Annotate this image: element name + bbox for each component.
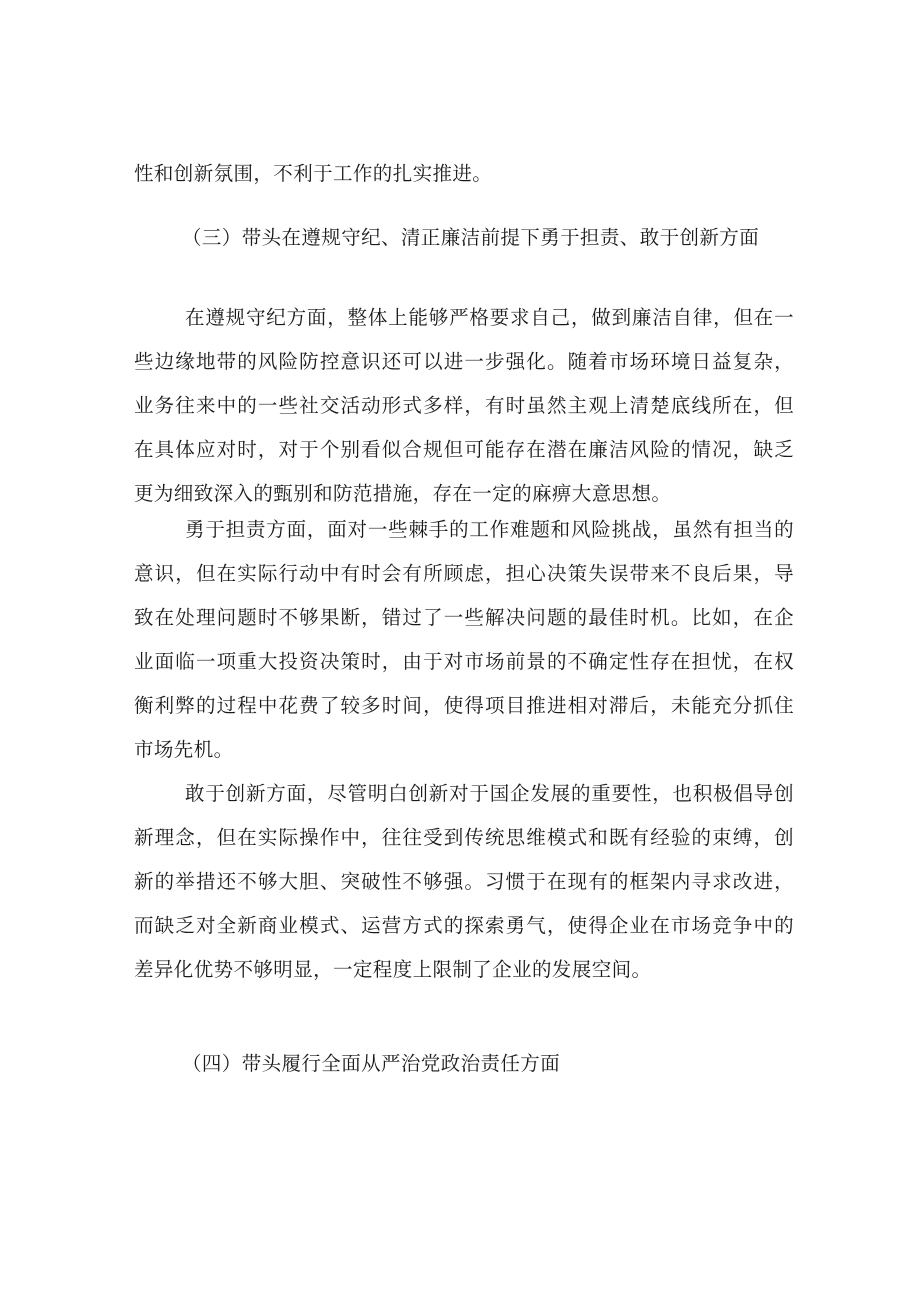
section-heading-3 [182, 220, 822, 256]
text-line: 勇于担责方面，面对一些棘手的工作难题和风险挑战，虽然有担当的 [185, 518, 794, 541]
text-line: 差异化优势不够明显，一定程度上限制了企业的发展空间。 [134, 958, 652, 981]
text-line: 业面临一项重大投资决策时，由于对市场前景的不确定性存在担忧，在权 [134, 650, 794, 673]
text-line: 市场先机。 [134, 738, 234, 761]
paragraph-responsibility [134, 512, 794, 768]
continuation-paragraph [134, 156, 794, 192]
text-line: 性和创新氛围，不利于工作的扎实推进。 [134, 162, 493, 185]
text-line: 而缺乏对全新商业模式、运营方式的探索勇气，使得企业在市场竞争中的 [134, 914, 794, 937]
text-line: 新的举措还不够大胆、突破性不够强。习惯于在现有的框架内寻求改进， [134, 870, 794, 893]
section-heading-text: （三）带头在遵规守纪、清正廉洁前提下勇于担责、敢于创新方面 [182, 226, 760, 249]
text-line: 敢于创新方面，尽管明白创新对于国企发展的重要性，也积极倡导创 [185, 782, 794, 805]
text-line: 更为细致深入的甄别和防范措施，存在一定的麻痹大意思想。 [134, 482, 672, 505]
text-line: 致在处理问题时不够果断，错过了一些解决问题的最佳时机。比如，在企 [134, 606, 794, 629]
text-line: 新理念，但在实际操作中，往往受到传统思维模式和既有经验的束缚，创 [134, 826, 794, 849]
text-line: 意识，但在实际行动中有时会有所顾虑，担心决策失误带来不良后果，导 [134, 562, 794, 585]
paragraph-innovation [134, 776, 794, 988]
section-heading-text: （四）带头履行全面从严治党政治责任方面 [182, 1052, 561, 1075]
text-line: 在遵规守纪方面，整体上能够严格要求自己，做到廉洁自律，但在一 [185, 306, 794, 329]
paragraph-discipline [134, 300, 794, 512]
text-line: 在具体应对时，对于个别看似合规但可能存在潜在廉洁风险的情况，缺乏 [134, 438, 794, 461]
text-line: 些边缘地带的风险防控意识还可以进一步强化。随着市场环境日益复杂， [134, 350, 794, 373]
text-line: 业务往来中的一些社交活动形式多样，有时虽然主观上清楚底线所在，但 [134, 394, 794, 417]
section-heading-4 [182, 1046, 822, 1082]
text-line: 衡利弊的过程中花费了较多时间，使得项目推进相对滞后，未能充分抓住 [134, 694, 794, 717]
